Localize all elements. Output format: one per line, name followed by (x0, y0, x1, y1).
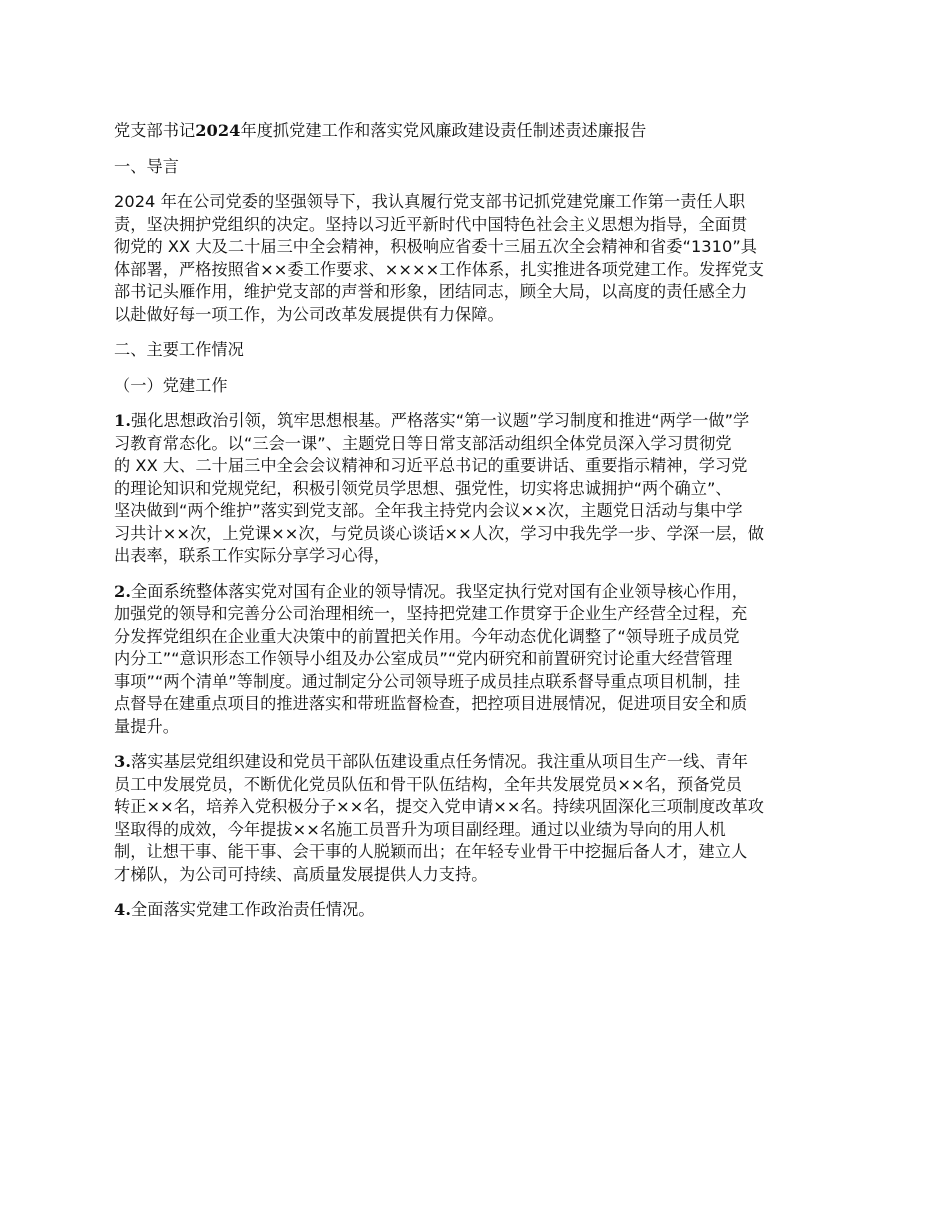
paragraph-line: 点督导在建重点项目的推进落实和带班监督检查，把控项目进展情况，促进项目安全和质 (114, 694, 748, 713)
paragraph-line: 出表率，联系工作实际分享学习心得， (114, 546, 391, 565)
item-number: 4. (114, 900, 131, 919)
paragraph-line (114, 581, 844, 604)
title-year: 2024 (195, 121, 241, 140)
item-number: 2. (114, 581, 131, 601)
section-heading-main-work: 二、主要工作情况 (114, 340, 244, 359)
work-item-1 (114, 410, 844, 568)
paragraph-line: 体部署，严格按照省××委工作要求、××××工作体系，扎实推进各项党建工作。发挥党支 (114, 259, 764, 279)
paragraph-line (114, 410, 844, 433)
paragraph-line: 员工中发展党员，不断优化党员队伍和骨干队伍结构，全年共发展党员××名，预备党员 (114, 774, 743, 794)
item-text: 全面落实党建工作政治责任情况。 (131, 900, 375, 919)
item-text: 落实基层党组织建设和党员干部队伍建设重点任务情况。我注重从项目生产一线、青年 (131, 752, 749, 771)
paragraph-line: 的 XX 大、二十届三中全会会议精神和习近平总书记的重要讲话、重要指示精神，学习党 (114, 456, 748, 475)
paragraph-line: 才梯队，为公司可持续、高质量发展提供人力支持。 (114, 864, 488, 884)
paragraph-line: 坚取得的成效，今年提拔××名施工员晋升为项目副经理。通过以业绩为导向的用人机 (114, 819, 726, 839)
work-item-2 (114, 581, 844, 739)
paragraph-line: 坚决做到“两个维护”落实到党支部。全年我主持党内会议××次，主题党日活动与集中学 (114, 501, 743, 520)
paragraph-line: 制，让想干事、能干事、会干事的人脱颖而出；在年轻专业骨干中挖掘后备人才，建立人 (114, 842, 748, 861)
paragraph-line: 的理论知识和党规党纪，积极引领党员学思想、强党性，切实将忠诚拥护“两个确立”、 (114, 478, 732, 498)
paragraph-line: 分发挥党组织在企业重大决策中的前置把关作用。今年动态优化调整了“领导班子成员党 (114, 626, 740, 646)
section-heading-intro: 一、导言 (114, 156, 179, 176)
work-item-3 (114, 751, 844, 886)
item-number: 3. (114, 752, 131, 771)
paragraph-line: 2024 年在公司党委的坚强领导下，我认真履行党支部书记抓党建党廉工作第一责任人职 (114, 192, 746, 211)
paragraph-line: 彻党的 XX 大及二十届三中全会精神，积极响应省委十三届五次全会精神和省委“1310”具 (114, 237, 758, 256)
intro-paragraph (114, 191, 844, 326)
paragraph-line: 转正××名，培养入党积极分子××名，提交入党申请××名。持续巩固深化三项制度改革攻 (114, 797, 764, 816)
work-item-4 (114, 899, 844, 922)
paragraph-line (114, 899, 844, 922)
title-prefix: 党支部书记 (114, 121, 196, 140)
subsection-heading-party-building: （一）党建工作 (114, 375, 228, 395)
paragraph-line: 习教育常态化。以“三会一课”、主题党日等日常支部活动组织全体党员深入学习贯彻党 (114, 433, 732, 453)
item-text: 全面系统整体落实党对国有企业的领导情况。我坚定执行党对国有企业领导核心作用， (131, 581, 749, 601)
paragraph-line: 事项”“两个清单”等制度。通过制定分公司领导班子成员挂点联系督导重点项目机制，挂 (114, 671, 741, 691)
paragraph-line: 责，坚决拥护党组织的决定。坚持以习近平新时代中国特色社会主义思想为指导，全面贯 (114, 214, 748, 234)
paragraph-line: 习共计××次，上党课××次，与党员谈心谈话××人次，学习中我先学一步、学深一层，做 (114, 523, 764, 543)
paragraph-line: 加强党的领导和完善分公司治理相统一，坚持把党建工作贯穿于企业生产经营全过程，充 (114, 604, 748, 623)
document-page (114, 120, 844, 935)
document-title (114, 120, 844, 143)
item-number: 1. (114, 411, 131, 430)
paragraph-line (114, 751, 844, 774)
paragraph-line: 部书记头雁作用，维护党支部的声誉和形象，团结同志，顾全大局，以高度的责任感全力 (114, 282, 748, 301)
title-suffix: 年度抓党建工作和落实党风廉政建设责任制述责述廉报告 (240, 121, 647, 140)
paragraph-line: 内分工”“意识形态工作领导小组及办公室成员”“党内研究和前置研究讨论重大经营管理 (114, 649, 733, 668)
paragraph-line: 以赴做好每一项工作，为公司改革发展提供有力保障。 (114, 304, 504, 324)
paragraph-line: 量提升。 (114, 716, 179, 736)
item-text: 强化思想政治引领，筑牢思想根基。严格落实“第一议题”学习制度和推进“两学一做”学 (131, 411, 750, 430)
